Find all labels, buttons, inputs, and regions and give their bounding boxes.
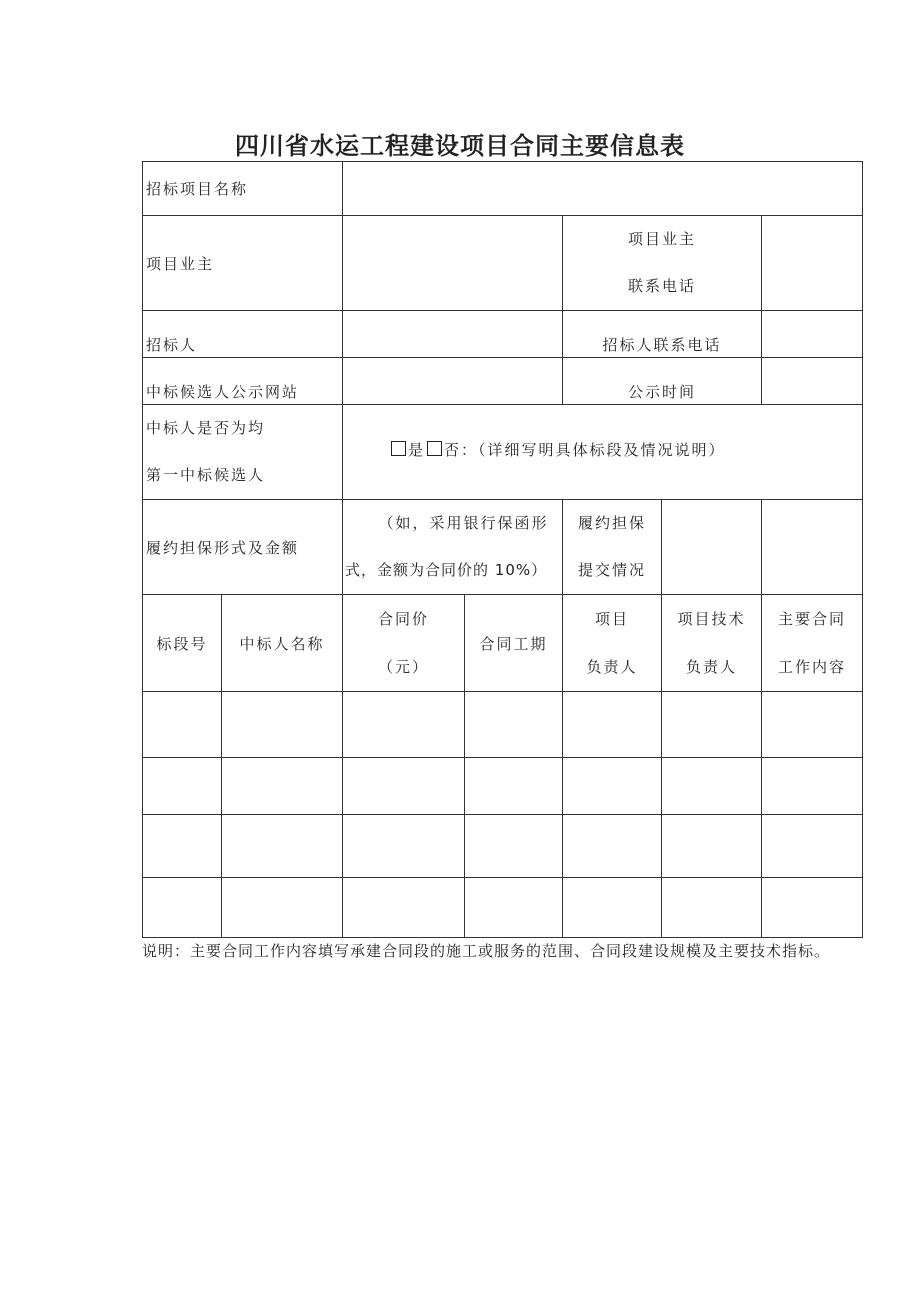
owner-phone-field[interactable] [762, 216, 863, 311]
performance-hint-line1: （如，采用银行保函形 [378, 514, 549, 532]
table-cell[interactable] [563, 878, 662, 938]
table-cell[interactable] [343, 815, 465, 878]
table-cell[interactable] [563, 815, 662, 878]
header-tech-manager [662, 595, 762, 692]
guarantee-status-field[interactable] [762, 500, 863, 595]
table-cell[interactable] [222, 692, 343, 758]
contract-info-table [142, 161, 863, 938]
table-cell[interactable] [222, 878, 343, 938]
first-candidate-options [343, 405, 863, 500]
table-row [143, 815, 863, 878]
header-tech-manager-line1: 项目技术 [677, 610, 746, 628]
owner-label: 项目业主 [143, 216, 343, 311]
table-row [143, 758, 863, 815]
header-winner-name: 中标人名称 [222, 595, 343, 692]
owner-field[interactable] [343, 216, 563, 311]
header-section-no: 标段号 [143, 595, 222, 692]
table-cell[interactable] [343, 758, 465, 815]
owner-phone-label-line1: 项目业主 [628, 230, 697, 248]
guarantee-status-label-line1: 履约担保 [578, 514, 647, 532]
row-website [143, 358, 863, 405]
header-main-work [762, 595, 863, 692]
table-cell[interactable] [143, 878, 222, 938]
website-field[interactable] [343, 358, 563, 405]
note-text: 说明：主要合同工作内容填写承建合同段的施工或服务的范围、合同段建设规模及主要技术指标。 [142, 942, 831, 960]
owner-phone-label-line2: 联系电话 [628, 277, 697, 295]
row-project-name [143, 162, 863, 216]
header-contract-price-line1: 合同价 [378, 610, 430, 628]
table-cell[interactable] [222, 758, 343, 815]
table-cell[interactable] [222, 815, 343, 878]
first-candidate-label-line1: 中标人是否为均 [146, 419, 266, 437]
table-cell[interactable] [662, 878, 762, 938]
table-cell[interactable] [143, 815, 222, 878]
header-project-manager [563, 595, 662, 692]
performance-hint-line2: 式，金额为合同价的 10%） [345, 561, 548, 579]
project-name-label: 招标项目名称 [143, 162, 343, 216]
performance-hint [343, 500, 563, 595]
yes-checkbox[interactable] [391, 441, 406, 456]
first-candidate-label [143, 405, 343, 500]
header-main-work-line1: 主要合同 [778, 610, 847, 628]
row-first-candidate [143, 405, 863, 500]
header-project-manager-line2: 负责人 [586, 658, 638, 676]
table-cell[interactable] [143, 692, 222, 758]
owner-phone-label [563, 216, 762, 311]
table-cell[interactable] [662, 758, 762, 815]
table-cell[interactable] [662, 815, 762, 878]
publicity-time-field[interactable] [762, 358, 863, 405]
header-contract-period: 合同工期 [465, 595, 563, 692]
tenderer-label: 招标人 [143, 311, 343, 358]
header-project-manager-line1: 项目 [595, 610, 630, 628]
table-cell[interactable] [762, 878, 863, 938]
row-performance [143, 500, 863, 595]
yes-label: 是 [408, 441, 426, 459]
guarantee-status-label [563, 500, 662, 595]
no-label: 否：（详细写明具体标段及情况说明） [444, 441, 726, 459]
table-row [143, 878, 863, 938]
page-title: 四川省水运工程建设项目合同主要信息表 [235, 132, 685, 160]
table-cell[interactable] [343, 692, 465, 758]
table-cell[interactable] [563, 692, 662, 758]
header-tech-manager-line2: 负责人 [686, 658, 738, 676]
row-owner [143, 216, 863, 311]
table-cell[interactable] [762, 815, 863, 878]
guarantee-status-label-line2: 提交情况 [578, 561, 647, 579]
table-row [143, 692, 863, 758]
website-label: 中标候选人公示网站 [143, 358, 343, 405]
tenderer-phone-field[interactable] [762, 311, 863, 358]
row-tenderer [143, 311, 863, 358]
table-cell[interactable] [465, 815, 563, 878]
performance-label: 履约担保形式及金额 [143, 500, 343, 595]
tenderer-phone-label: 招标人联系电话 [563, 311, 762, 358]
table-cell[interactable] [343, 878, 465, 938]
publicity-time-label: 公示时间 [563, 358, 762, 405]
table-cell[interactable] [465, 878, 563, 938]
header-contract-price [343, 595, 465, 692]
table-cell[interactable] [465, 692, 563, 758]
header-main-work-line2: 工作内容 [778, 658, 847, 676]
table-cell[interactable] [762, 692, 863, 758]
table-cell[interactable] [662, 692, 762, 758]
project-name-field[interactable] [343, 162, 863, 216]
first-candidate-label-line2: 第一中标候选人 [146, 466, 266, 484]
no-checkbox[interactable] [427, 441, 442, 456]
table-cell[interactable] [762, 758, 863, 815]
tenderer-field[interactable] [343, 311, 563, 358]
guarantee-status-empty [662, 500, 762, 595]
table-cell[interactable] [563, 758, 662, 815]
sections-header-row [143, 595, 863, 692]
table-cell[interactable] [465, 758, 563, 815]
header-contract-price-line2: （元） [378, 658, 430, 676]
table-cell[interactable] [143, 758, 222, 815]
